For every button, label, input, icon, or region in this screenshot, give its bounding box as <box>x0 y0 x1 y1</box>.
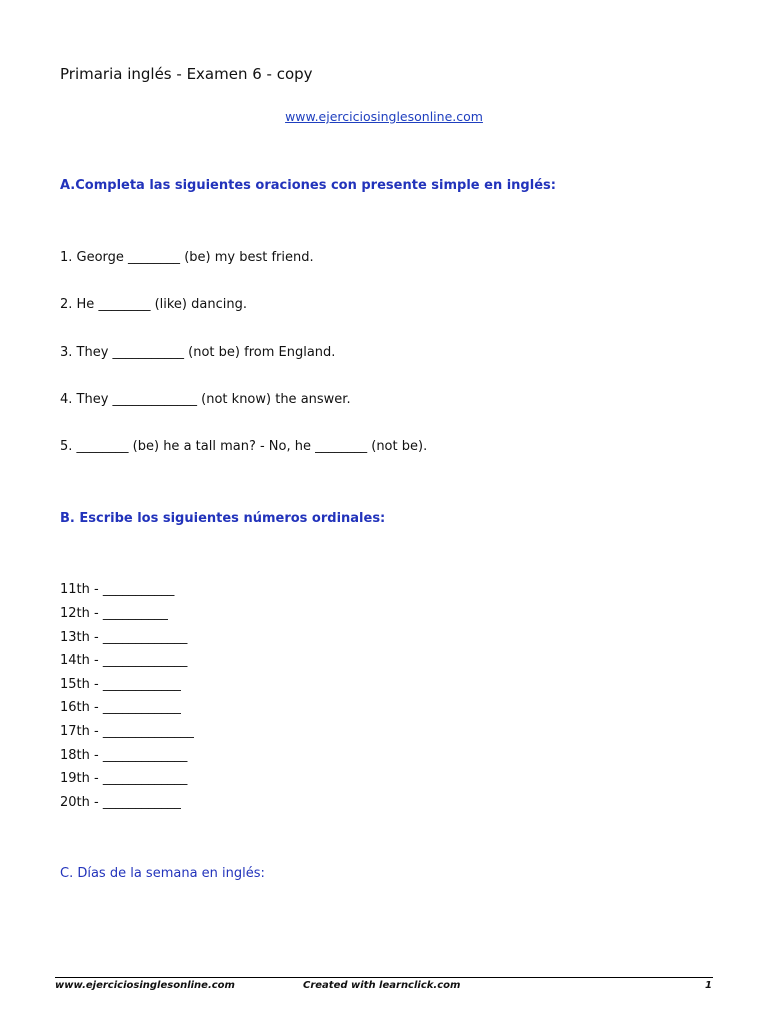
ordinal-item-16: 16th - ____________ <box>60 700 181 715</box>
ordinal-item-20: 20th - ____________ <box>60 795 181 810</box>
section-b-heading: B. Escribe los siguientes números ordinales: <box>60 511 386 526</box>
footer-divider <box>55 977 713 978</box>
ordinal-item-11: 11th - ___________ <box>60 582 175 597</box>
exercise-item-5: 5. ________ (be) he a tall man? - No, he ________ (not be). <box>60 439 428 454</box>
page-number: 1 <box>705 980 712 991</box>
footer-site: www.ejerciciosinglesonline.com <box>55 980 235 991</box>
site-link[interactable]: www.ejerciciosinglesonline.com <box>285 109 483 124</box>
ordinal-item-13: 13th - _____________ <box>60 630 188 645</box>
ordinal-item-17: 17th - ______________ <box>60 724 194 739</box>
ordinal-item-15: 15th - ____________ <box>60 677 181 692</box>
page-title: Primaria inglés - Examen 6 - copy <box>60 65 313 83</box>
section-a-heading: A.Completa las siguientes oraciones con presente simple en inglés: <box>60 178 556 193</box>
footer-credit: Created with learnclick.com <box>303 980 461 991</box>
ordinal-item-18: 18th - _____________ <box>60 748 188 763</box>
ordinal-item-14: 14th - _____________ <box>60 653 188 668</box>
ordinal-item-12: 12th - __________ <box>60 606 168 621</box>
exercise-item-1: 1. George ________ (be) my best friend. <box>60 250 314 265</box>
ordinal-item-19: 19th - _____________ <box>60 771 188 786</box>
exercise-item-3: 3. They ___________ (not be) from England. <box>60 345 336 360</box>
section-c-heading: C. Días de la semana en inglés: <box>60 866 265 881</box>
exercise-item-4: 4. They _____________ (not know) the answer. <box>60 392 351 407</box>
exercise-item-2: 2. He ________ (like) dancing. <box>60 297 247 312</box>
